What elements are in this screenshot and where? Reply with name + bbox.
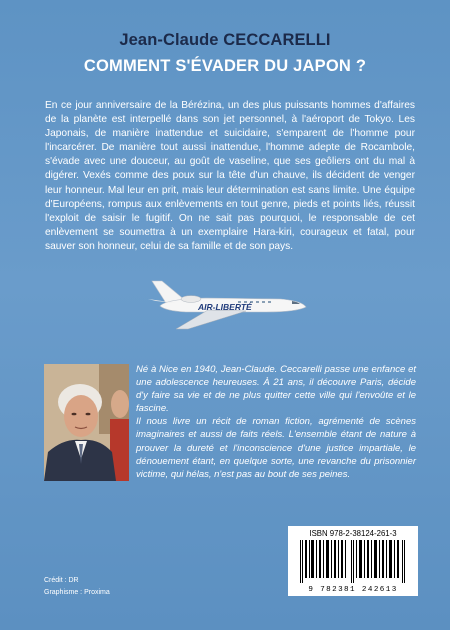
isbn-number: ISBN 978-2-38124-261-3 bbox=[309, 529, 397, 538]
photo-credit: Crédit : DR bbox=[44, 577, 79, 584]
design-credit: Graphisme : Proxima bbox=[44, 589, 110, 596]
barcode-icon bbox=[298, 540, 408, 583]
author-name: Jean-Claude CECCARELLI bbox=[119, 31, 331, 49]
bio-paragraph-2: Il nous livre un récit de roman fiction, agrémenté de scènes imaginaires et aussi de faits réels. L'ensemble étant de nature à prouver la dureté et l'inconscience d'une justice impartiale, le dénouement étant, en quelque sorte, une revanche du prisonnier victime, qui hélas, n'est pas au bout de ses peines. bbox=[136, 416, 416, 480]
bio-paragraph-1: Né à Nice en 1940, Jean-Claude. Ceccarelli passe une enfance et une adolescence heureuses. À 21 ans, il découvre Paris, décide d'y faire sa vie et de ne plus quitter cette ville qui l'envoûte et le fascine. bbox=[136, 364, 416, 415]
plane-livery-text: AIR-LIBERTÉ bbox=[198, 302, 252, 312]
synopsis-text: En ce jour anniversaire de la Bérézina, un des plus puissants hommes d'affaires de la planète est interpellé dans son jet personnel, à l'aéroport de Tokyo. Les Japonais, de manière inattendue et suicidaire, s'emparent de l'homme pour l'incarcérer. De manière tout aussi inattendue, l'homme adepte de Rocambole, s'évade avec une douceur, au goût de vaseline, que ses geôliers ont du mal à digérer. Vexés comme des poux sur la tête d'un chauve, ils décident de venger leur honneur. Mal leur en prit, mais leur détermination est sans limite. Une équipe d'Européens, rompus aux enlèvements en tout genre, pieds et points liés, réussit l'exploit de saisir le fugitif. On ne sait pas pourquoi, le responsable de cet enlèvement se soumettra à un exemplaire Hara-kiri, courageux et fatal, pour sauver son honneur, celui de sa famille et de son pays. bbox=[45, 100, 415, 252]
ean-digits: 9 782381 242613 bbox=[308, 586, 398, 594]
author-photo bbox=[44, 364, 129, 481]
credits bbox=[44, 575, 110, 599]
jet-plane-image bbox=[146, 279, 308, 331]
book-title: COMMENT S'ÉVADER DU JAPON ? bbox=[83, 57, 367, 75]
isbn-barcode bbox=[288, 526, 418, 596]
author-biography bbox=[136, 363, 416, 481]
